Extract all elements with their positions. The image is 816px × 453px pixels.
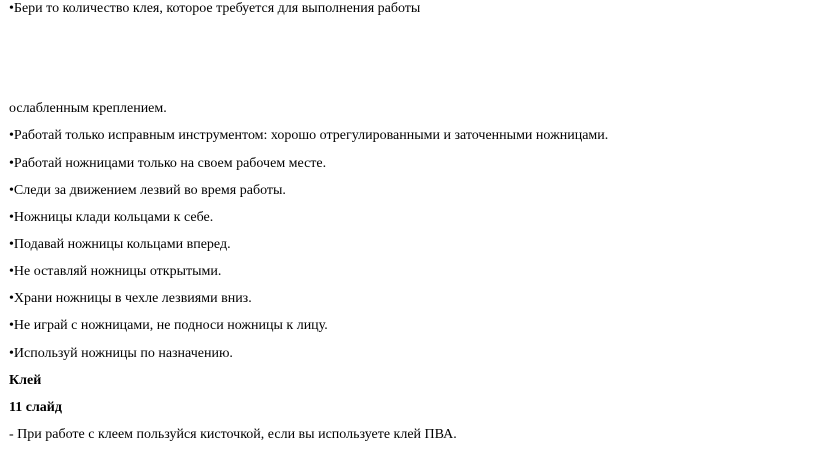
text-line: •Не играй с ножницами, не подноси ножницы к лицу.	[9, 318, 328, 333]
text-line: •Следи за движением лезвий во время работы.	[9, 183, 286, 198]
text-line: •Не оставляй ножницы открытыми.	[9, 264, 222, 279]
text-line: •Храни ножницы в чехле лезвиями вниз.	[9, 291, 252, 306]
text-line: ослабленным креплением.	[9, 101, 167, 116]
slide-label: 11 слайд	[9, 400, 62, 415]
text-line: •Ножницы клади кольцами к себе.	[9, 210, 214, 225]
text-line: •Подавай ножницы кольцами вперед.	[9, 237, 231, 252]
text-line: •Работай только исправным инструментом: хорошо отрегулированными и заточенными ножницами.	[9, 128, 609, 143]
section-heading-glue: Клей	[9, 373, 42, 388]
text-line: •Используй ножницы по назначению.	[9, 346, 233, 361]
text-line-last: - При работе с клеем пользуйся кисточкой, если вы используете клей ПВА.	[9, 427, 457, 442]
text-line: •Работай ножницами только на своем рабочем месте.	[9, 156, 327, 171]
text-line-top: •Бери то количество клея, которое требуется для выполнения работы	[9, 1, 421, 16]
